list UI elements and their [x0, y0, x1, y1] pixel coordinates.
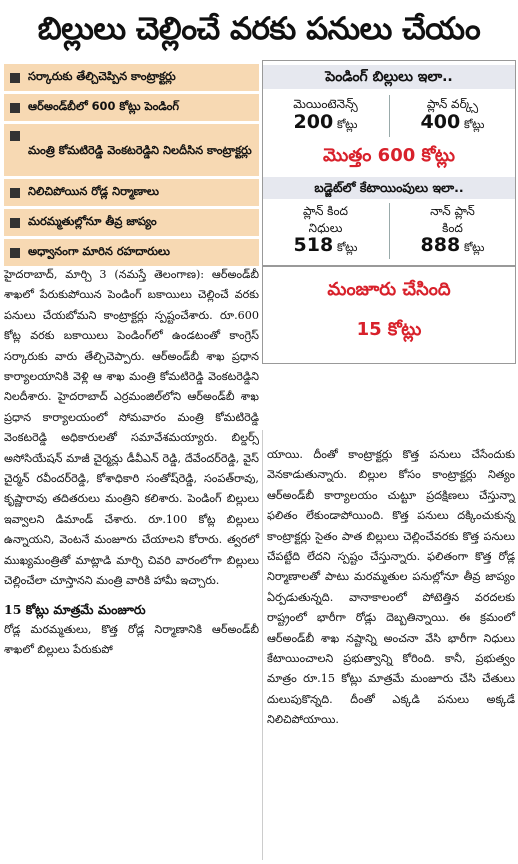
article-paragraph: యాయి. దీంతో కాంట్రాక్టర్లు కొత్త పనులు చేసేందుకు వెనకాడుతున్నారు. బిల్లుల కోసం కాంట్రాక్టర్లు నిత్యం ఆర్‌అండ్‌బీ కార్యాలయం చుట్టూ ప్రదక్షిణలు చేస్తున్నా ఫలితం లేకుండాపోయింది. కొత్త పనులు దక్కించుకున్న కాంట్రాక్టర్లు సైతం పాత బిల్లులు చెల్లించేవరకు కొత్త పనులు చేపట్టేది లేదని స్పష్టం చేస్తున్నారు. ఫలితంగా కొత్త రోడ్ల నిర్మాణాలతో పాటు మరమ్మతుల పనుల్లోనూ తీవ్ర జాప్యం ఏర్పడుతున్నది. వానాకాలంలో పోటెత్తిన వరదలకు రాష్ట్రంలో భారీగా రోడ్లు దెబ్బతిన్నాయి. ఈ క్రమంలో ఆర్‌అండ్‌బీ శాఖ నష్టాన్ని అంచనా వేసి భారీగా నిధులు కేటాయించాలని ప్రభుత్వాన్ని కోరింది. కానీ, ప్రభుత్వం మాత్రం రూ.15 కోట్లు మాత్రమే మంజూరు చేసి చేతులు దులుపుకొన్నది. దీంతో ఎక్కడి పనులు అక్కడే నిలిచిపోయాయి.: [267, 448, 515, 727]
square-bullet-icon: [10, 73, 20, 83]
pending-bills-infobox: [262, 60, 516, 266]
bullet-text: ఆర్‌అండ్‌బీలో 600 కోట్లు పెండింగ్‌: [28, 99, 180, 113]
bullet-text: అధ్వానంగా మారిన రహదారులు: [28, 244, 170, 258]
bullet-list: [4, 64, 259, 269]
pending-bills-title: పెండింగ్‌ బిల్లులు ఇలా..: [263, 65, 515, 89]
unit-label: కోట్లు: [464, 118, 485, 131]
plan-value: 518: [293, 234, 334, 256]
square-bullet-icon: [10, 188, 20, 198]
bullet-item: [4, 209, 259, 236]
square-bullet-icon: [10, 248, 20, 258]
headline: బిల్లులు చెల్లించే వరకు పనులు చేయం: [37, 11, 481, 47]
plan-works-cell: [390, 95, 515, 134]
nonplan-value: 888: [420, 234, 461, 256]
bullet-text: మరమ్మతుల్లోనూ తీవ్ర జాప్యం: [28, 214, 157, 228]
bullet-text: మంత్రి కోమటిరెడ్డి వెంకటరెడ్డిని నిలదీసిన కాంట్రాక్టర్లు: [28, 143, 252, 157]
square-bullet-icon: [10, 131, 20, 141]
bullet-item: [4, 94, 259, 121]
bullet-item: [4, 64, 259, 91]
plan-works-label: ప్లాన్‌ వర్క్స్‌: [426, 97, 479, 111]
sanctioned-label: మంజూరు చేసింది: [327, 279, 451, 300]
budget-title: బడ్జెట్‌లో కేటాయింపులు ఇలా..: [263, 177, 515, 199]
unit-label: కోట్లు: [337, 241, 358, 254]
bullet-item: [4, 179, 259, 206]
article-subheading: 15 కోట్లు మాత్రమే మంజూరు: [4, 601, 146, 617]
maintenance-label: మెయింటెనెన్స్‌: [293, 97, 358, 111]
sanctioned-infobox: [262, 266, 516, 364]
bullet-text: నిలిచిపోయిన రోడ్ల నిర్మాణాలు: [28, 184, 159, 198]
bullet-item: [4, 124, 259, 176]
plan-works-value: 400: [420, 111, 461, 133]
unit-label: కోట్లు: [337, 118, 358, 131]
nonplan-cell: [390, 203, 515, 256]
square-bullet-icon: [10, 218, 20, 228]
article-paragraph: హైదరాబాద్‌, మార్చి 3 (నమస్తే తెలంగాణ): ఆర్‌అండ్‌బీ శాఖలో పేరుకుపోయిన పెండింగ్‌ బకాయిలు చెల్లించే వరకు పనులు చేయబోమని కాంట్రాక్టర్లు స్పష్టంచేశారు. రూ.600 కోట్ల వరకు బకాయిలు పెండింగ్‌లో ఉండటంతో కాంగ్రెస్‌ సర్కారుకు వారు తేల్చిచెప్పారు. ఆర్‌అండ్‌బీ శాఖ ప్రధాన కార్యాలయానికి వెళ్లి ఆ శాఖ మంత్రి కోమటిరెడ్డి వెంకటరెడ్డిని నిలదీశారు. హైదరాబాద్‌ ఎర్రమంజిల్‌లోని ఆర్‌అండ్‌బీ శాఖ ప్రధాన కార్యాలయంలో సోమవారం మంత్రి కోమటిరెడ్డి వెంకటరెడ్డి అధికారులతో సమావేశమయ్యారు. బిల్డర్స్‌ అసోసియేషన్‌ మాజీ చైర్మన్లు డీవీఎన్‌ రెడ్డి, దేవేందర్‌రెడ్డి, వైస్‌ చైర్మన్‌ రవీందర్‌రెడ్డి, కోశాధికారి సంతోష్‌రెడ్డి, సంపత్‌రావు, కృష్ణారావు తదితరులు మంత్రిని కలిశారు. పెండింగ్‌ బిల్లులు ఇవ్వాలని డిమాండ్‌ చేశారు. రూ.100 కోట్ల బిల్లులు ఉన్నాయని, వెంటనే మంజూరు చేయాలని కోరారు. త్వరలో ముఖ్యమంత్రితో మాట్లాడి మార్చి చివరి వారంలోగా బిల్లులు చెల్లించేలా చూస్తానని మంత్రి వారికి హామీ ఇచ్చారు.: [4, 268, 259, 588]
nonplan-label-line1: నాన్‌ ప్లాన్‌: [430, 204, 475, 218]
bullet-text: సర్కారుకు తేల్చిచెప్పిన కాంట్రాక్టర్లు: [28, 69, 176, 83]
maintenance-value: 200: [293, 111, 334, 133]
plan-label-line2: నిధులు: [308, 221, 343, 235]
plan-funds-cell: [263, 203, 388, 256]
sanctioned-amount: 15 కోట్లు: [356, 319, 422, 340]
bullet-item: [4, 239, 259, 266]
unit-label: కోట్లు: [464, 241, 485, 254]
plan-label-line1: ప్లాన్‌ కింద: [303, 204, 348, 218]
square-bullet-icon: [10, 103, 20, 113]
maintenance-cell: [263, 95, 388, 134]
column-divider: [262, 430, 263, 860]
article-paragraph: రోడ్ల మరమ్మతులు, కొత్త రోడ్ల నిర్మాణానికి ఆర్‌అండ్‌బీ శాఖలో బిల్లులు పేరుకుపో: [4, 622, 259, 657]
article-column-2: [267, 445, 515, 731]
nonplan-label-line2: కింద: [442, 221, 463, 235]
total-amount: మొత్తం 600 కోట్లు: [323, 145, 455, 166]
article-column-1: [4, 265, 259, 661]
